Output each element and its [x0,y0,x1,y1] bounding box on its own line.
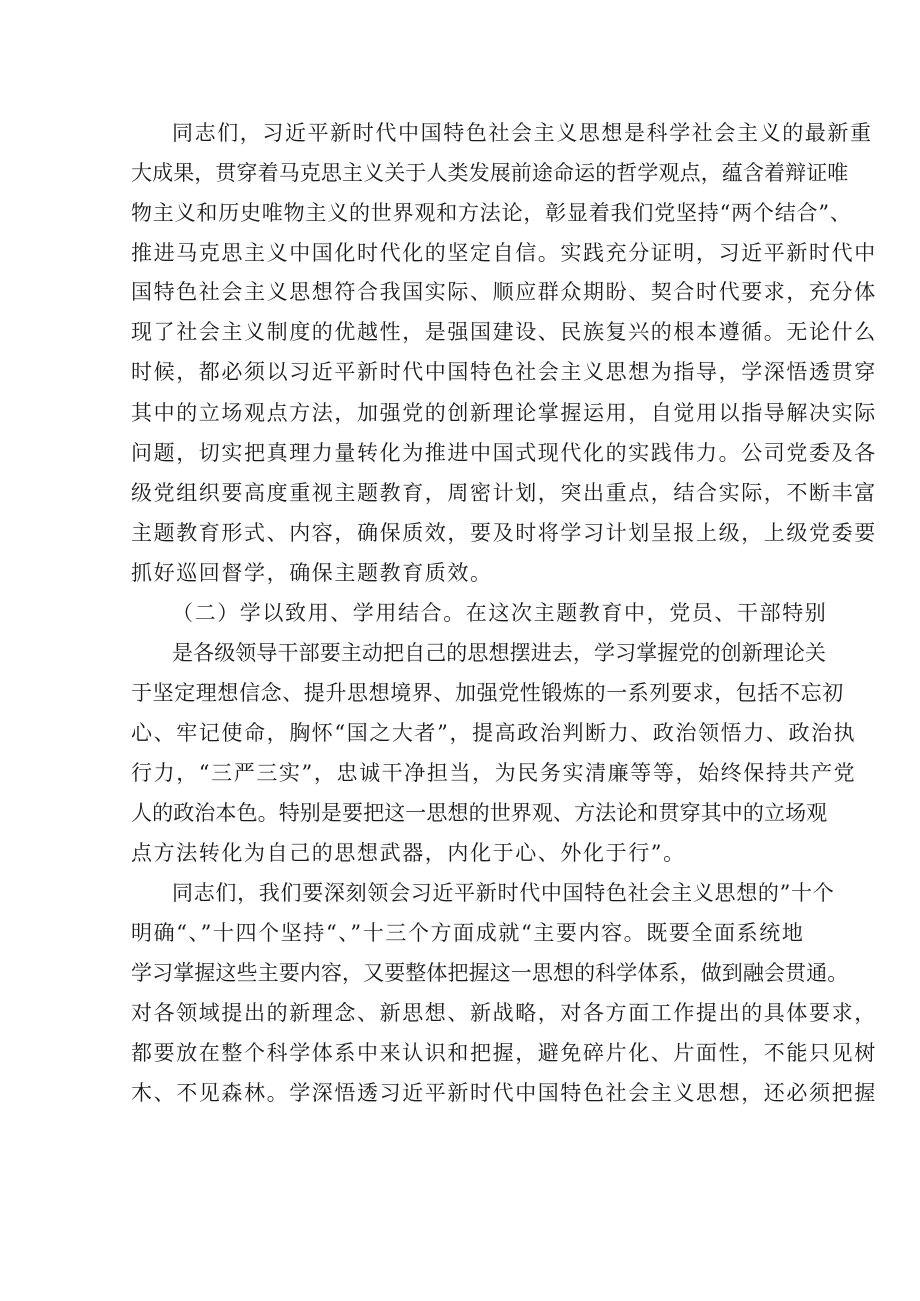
text-line: 是各级领导干部要主动把自己的思想摆进去，学习掌握党的创新理论关 [172,641,827,665]
text-line: 问题，切实把真理力量转化为推进中国式现代化的实践伟力。公司党委及各 [131,441,877,465]
text-line: 心、牢记使命，胸怀“国之大者”，提高政治判断力、政治领悟力、政治执 [131,721,857,745]
text-line: 大成果，贯穿着马克思主义关于人类发展前途命运的哲学观点，蕴含着辩证唯 [131,161,849,185]
text-line: 都要放在整个科学体系中来认识和把握，避免碎片化、片面性，不能只见树 [131,1041,877,1065]
text-line: 对各领域提出的新理念、新思想、新战略，对各方面工作提出的具体要求， [131,1001,877,1025]
text-line: 主题教育形式、内容，确保质效，要及时将学习计划呈报上级，上级党委要 [131,521,877,545]
text-line: 时候，都必须以习近平新时代中国特色社会主义思想为指导，学深悟透贯穿 [131,360,877,384]
text-line: 现了社会主义制度的优越性，是强国建设、民族复兴的根本遵循。无论什么 [131,320,877,344]
text-line: 明确“、”十四个坚持“、”十三个方面成就“主要内容。既要全面系统地 [131,921,805,945]
text-line: 行力，“三严三实”，忠诚干净担当，为民务实清廉等等，始终保持共产党 [131,761,857,785]
text-line: 同志们，习近平新时代中国特色社会主义思想是科学社会主义的最新重 [172,121,873,145]
text-line: 点方法转化为自己的思想武器，内化于心、外化于行”。 [131,841,686,865]
text-line: 级党组织要高度重视主题教育，周密计划，突出重点，结合实际，不断丰富 [131,481,877,505]
text-line: 国特色社会主义思想符合我国实际、顺应群众期盼、契合时代要求，充分体 [131,280,877,304]
text-line: 物主义和历史唯物主义的世界观和方法论，彰显着我们党坚持“两个结合”、 [131,201,852,225]
text-line: 同志们，我们要深刻领会习近平新时代中国特色社会主义思想的”十个 [172,881,835,905]
text-line: 推进马克思主义中国化时代化的坚定自信。实践充分证明，习近平新时代中 [131,241,877,265]
text-line: 其中的立场观点方法，加强党的创新理论掌握运用，自觉用以指导解决实际 [131,401,877,425]
text-line: 木、不见森林。学深悟透习近平新时代中国特色社会主义思想，还必须把握 [131,1081,877,1105]
section-heading: （二）学以致用、学用结合。在这次主题教育中，党员、干部特别 [172,601,828,625]
text-line: 于坚定理想信念、提升思想境界、加强党性锻炼的一系列要求，包括不忘初 [131,681,844,705]
text-line: 人的政治本色。特别是要把这一思想的世界观、方法论和贯穿其中的立场观 [131,801,828,825]
text-line: 抓好巡回督学，确保主题教育质效。 [131,561,493,585]
text-line: 学习掌握这些主要内容，又要整体把握这一思想的科学体系，做到融会贯通。 [131,961,849,985]
